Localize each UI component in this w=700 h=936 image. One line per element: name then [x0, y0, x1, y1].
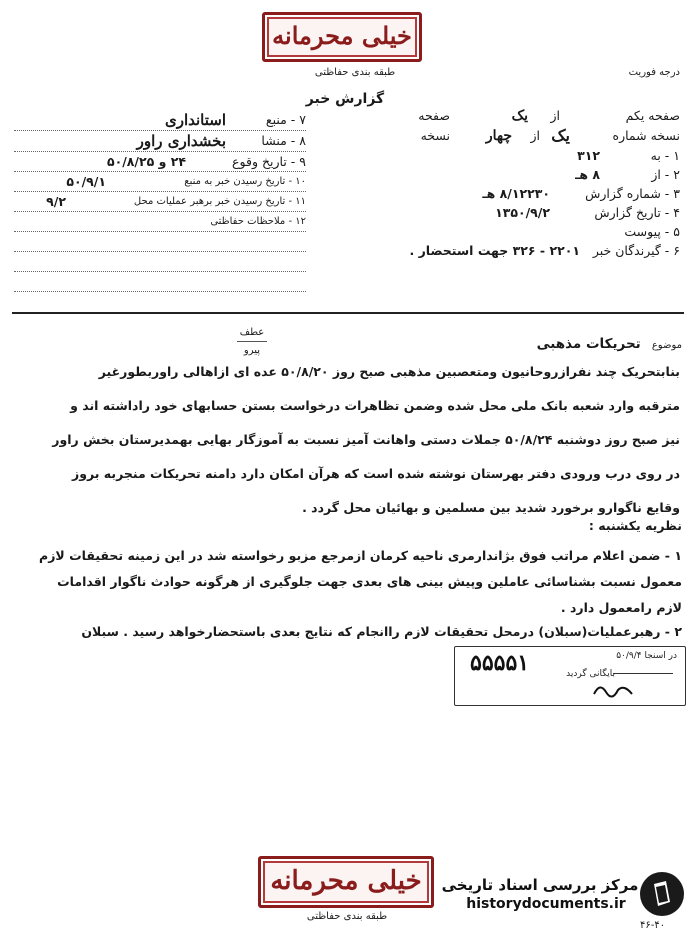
follow-up-label: پیرو — [243, 345, 261, 356]
classification-label: طبقه بندی حفاظتی — [314, 67, 396, 78]
footer-classification-label: طبقه بندی حفاظتی — [306, 911, 388, 922]
opinion-item-2: ۲ - رهبرعملیات(سبلان) درمحل تحقیقات لازم راانجام که نتایج بعدی باستحضارخواهد رسید . سبلان — [81, 624, 682, 639]
field-occurrence-date: ۹ - تاریخ وقوع ۲۴ و ۵۰/۸/۲۵ — [14, 152, 306, 172]
body-line: نیز صبح روز دوشنبه ۵۰/۸/۲۴ جملات دستی واهانت آمیز نسبت به آموزگار بهایی بهمدیرستان بخش راور — [52, 432, 680, 447]
watermark-url: historydocuments.ir — [466, 896, 626, 912]
field-source: ۷ - منبع استانداری — [14, 110, 306, 131]
watermark-logo-icon — [640, 872, 684, 916]
filing-stamp: در اسنجا ۵۰/۹/۴ بایگانی گردید — [454, 646, 686, 706]
opinion-item-1 — [18, 546, 682, 624]
body-line: بنابتحریک چند نفرازروحانیون ومتعصبین مذهبی صبح روز ۵۰/۸/۲۰ عده ای ازاهالی راوربطورغیر — [98, 364, 680, 379]
opinion-line: لازم رامعمول دارد . — [560, 600, 682, 615]
field-source-date: ۱۰ - تاریخ رسیدن خبر به منبع ۵۰/۹/۱ — [14, 172, 306, 192]
handwritten-signature-mark — [590, 680, 636, 700]
field-report-date: ۴ - تاریخ گزارش ۱۳۵۰/۹/۲ — [495, 205, 680, 220]
body-line: مترقبه وارد شعبه بانک ملی محل شده وضمن تظاهرات درخواست بستن حسابهای خود راداشته اند و — [70, 398, 680, 413]
field-recipients: ۶ - گیرندگان خبر ۲۲۰۱ - ۳۲۶ جهت استحضار . — [409, 243, 680, 258]
handwritten-file-number: ۵۵۵۵۱ — [470, 650, 530, 676]
field-security-notes: ۱۲ - ملاحظات حفاظتی — [14, 212, 306, 232]
right-fields — [380, 106, 680, 260]
field-to: ۱ - به ۳۱۲ — [577, 148, 680, 163]
bottom-classification-stamp: خیلی محرمانه — [258, 856, 434, 908]
opinion-line: ۱ - ضمن اعلام مراتب فوق بژاندارمری ناحیه کرمان ازمرجع مزبو رخواسته شد در این زمینه تحقیقات لازم — [39, 548, 682, 563]
field-copy: نسخه شماره یک از چهار نسخه — [420, 126, 680, 145]
priority-label: درجه فوریت — [628, 67, 680, 78]
field-origin: ۸ - منشا بخشداری راور — [14, 131, 306, 152]
opinion-line: معمول نسبت بشناسائی عاملین وپیش بینی های بعدی جهت جلوگیری از هرگونه حوادث ناگوار اقدامات — [57, 574, 682, 589]
reference-label: عطف — [239, 327, 265, 338]
left-fields — [14, 110, 306, 292]
page-code: ۴۶-۴۰ — [640, 920, 666, 931]
section-divider — [12, 312, 684, 314]
field-attachment: ۵ - پیوست — [624, 224, 680, 239]
body-line: وقایع ناگوارو برخورد شدید بین مسلمین و بهائیان محل گردد . — [302, 500, 680, 515]
report-body — [18, 362, 680, 522]
watermark-name: مرکز بررسی اسناد تاریخی — [441, 876, 639, 894]
subject-line: موضوع تحریکات مذهبی — [536, 336, 682, 352]
field-page: صفحه یکم یک از صفحه — [418, 108, 680, 124]
field-report-number: ۳ - شماره گزارش ۸/۱۲۲۳۰ هـ — [482, 186, 680, 201]
top-classification-stamp: خیلی محرمانه — [262, 12, 422, 62]
opinion-heading: نظریه یکشنبه : — [588, 518, 682, 533]
body-line: در روی درب ورودی دفتر بهرستان نوشته شده است که هرآن امکان دارد دامنه تحریکات منجربه بروز — [72, 466, 680, 481]
report-title: گزارش خبر — [305, 91, 385, 107]
field-from: ۲ - از ۸ هـ — [575, 167, 680, 182]
field-operations-date: ۱۱ - تاریخ رسیدن خبر برهبر عملیات محل ۹/۲ — [14, 192, 306, 212]
